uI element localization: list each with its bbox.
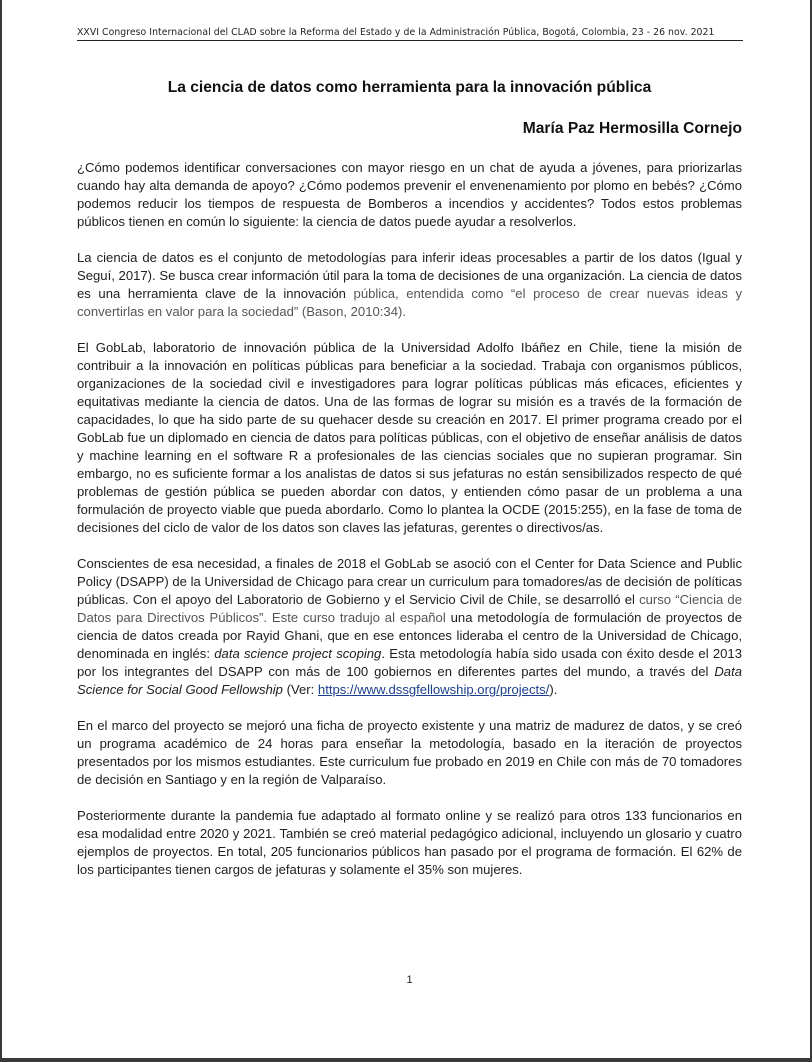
- page-frame-bottom: [0, 1058, 812, 1062]
- running-header: XXVI Congreso Internacional del CLAD sobre la Reforma del Estado y de la Administración Pública, Bogotá, Colombia, 23 - 26 nov. 2021: [77, 27, 743, 41]
- paragraph-4-part-b: curso “Ciencia de Datos para Directivos Públicos”. Este curso tradujo al español: [77, 591, 742, 626]
- paragraph-2-part-a: La ciencia de datos es el conjunto de metodologías para inferir ideas procesables a partir de los datos (Igual y Seguí, 2017). Se busca crear información útil para la toma de decisiones de una organización. La ciencia de datos es una herramienta clave de la innovación: [77, 249, 742, 302]
- paragraph-5: En el marco del proyecto se mejoró una ficha de proyecto existente y una matriz de madurez de datos, y se creó un programa académico de 24 horas para enseñar la metodología, basado en la iteración de proyectos presentados por los mismos estudiantes. Este curriculum fue probado en 2019 en Chile con más de 70 tomadores de decisión en Santiago y en la región de Valparaíso.: [77, 718, 742, 788]
- paragraph-4-part-d: . Esta metodología había sido usada con éxito desde el 2013 por los integrantes del DSAPP con más de 100 gobiernos en diferentes partes del mundo, a través del: [77, 646, 742, 680]
- dssg-projects-link[interactable]: https://www.dssgfellowship.org/projects/: [317, 682, 550, 698]
- paragraph-2-part-b: pública, entendida como “el proceso de crear nuevas ideas y convertirlas en valor para la sociedad” (Bason, 2010:34).: [77, 286, 743, 320]
- page-number: 1: [406, 974, 413, 986]
- body-text: [77, 159, 742, 897]
- paragraph-4-part-f: ).: [549, 682, 558, 698]
- paper-title: La ciencia de datos como herramienta para la innovación pública: [167, 79, 652, 96]
- paragraph-4-part-e: (Ver:: [282, 682, 318, 698]
- paragraph-4-part-c: una metodología de formulación de proyectos de ciencia de datos creada por Rayid Ghani, que en ese entonces lideraba el centro de la Universidad de Chicago, denominada en inglés:: [77, 610, 742, 662]
- paragraph-4-italic-scoping: data science project scoping: [214, 646, 382, 662]
- paragraph-1: ¿Cómo podemos identificar conversaciones con mayor riesgo en un chat de ayuda a jóvenes, para priorizarlas cuando hay alta demanda de apoyo? ¿Cómo podemos prevenir el envenenamiento por plomo en bebés? ¿Cómo podemos reducir los tiempos de respuesta de Bomberos a incendios y accidentes? Todos estos problemas públicos tienen en común lo siguiente: la ciencia de datos puede ayudar a resolverlos.: [77, 160, 742, 230]
- paper-author: María Paz Hermosilla Cornejo: [522, 120, 742, 137]
- page-frame-left: [0, 0, 2, 1062]
- paragraph-3: El GobLab, laboratorio de innovación pública de la Universidad Adolfo Ibáñez en Chile, tiene la misión de contribuir a la innovación en políticas públicas para beneficiar a la sociedad. Trabaja con organismos públicos, organizaciones de la sociedad civil e investigadores para lograr políticas públicas más eficaces, eficientes y equitativas mediante la ciencia de datos. Una de las formas de lograr su misión es a través de la formación de capacidades, lo que ha sido parte de su quehacer desde su creación en 2017. El primer programa creado por el GobLab fue un diplomado en ciencia de datos para políticas públicas, con el objetivo de enseñar análisis de datos y machine learning en el software R a profesionales de las ciencias sociales que no supieran programar. Sin embargo, no es suficiente formar a los analistas de datos si sus jefaturas no están sensibilizados respecto de qué problemas de gestión pública se pueden abordar con datos, y entienden cómo pasar de un problema a una formulación de proyecto viable que pueda abordarlo. Como lo plantea la OCDE (2015:255), en la fase de toma de decisiones del ciclo de valor de los datos son claves las jefaturas, gerentes o directivos/as.: [77, 339, 742, 536]
- paragraph-2: [77, 249, 742, 321]
- paragraph-4: [77, 555, 742, 700]
- paragraph-4-italic-fellowship: Data Science for Social Good Fellowship: [77, 664, 742, 698]
- paragraph-6: Posteriormente durante la pandemia fue adaptado al formato online y se realizó para otros 133 funcionarios en esa modalidad entre 2020 y 2021. También se creó material pedagógico adicional, incluyendo un glosario y cuatro ejemplos de proyectos. En total, 205 funcionarios públicos han pasado por el programa de formación. El 62% de los participantes tienen cargos de jefaturas y solamente el 35% son mujeres.: [77, 807, 742, 878]
- paragraph-4-part-a: Conscientes de esa necesidad, a finales de 2018 el GobLab se asoció con el Center for Data Science and Public Policy (DSAPP) de la Universidad de Chicago para crear un curriculum para tomadores/as de decisión de políticas públicas. Con el apoyo del Laboratorio de Gobierno y el Servicio Civil de Chile, se desarrolló el: [77, 555, 742, 607]
